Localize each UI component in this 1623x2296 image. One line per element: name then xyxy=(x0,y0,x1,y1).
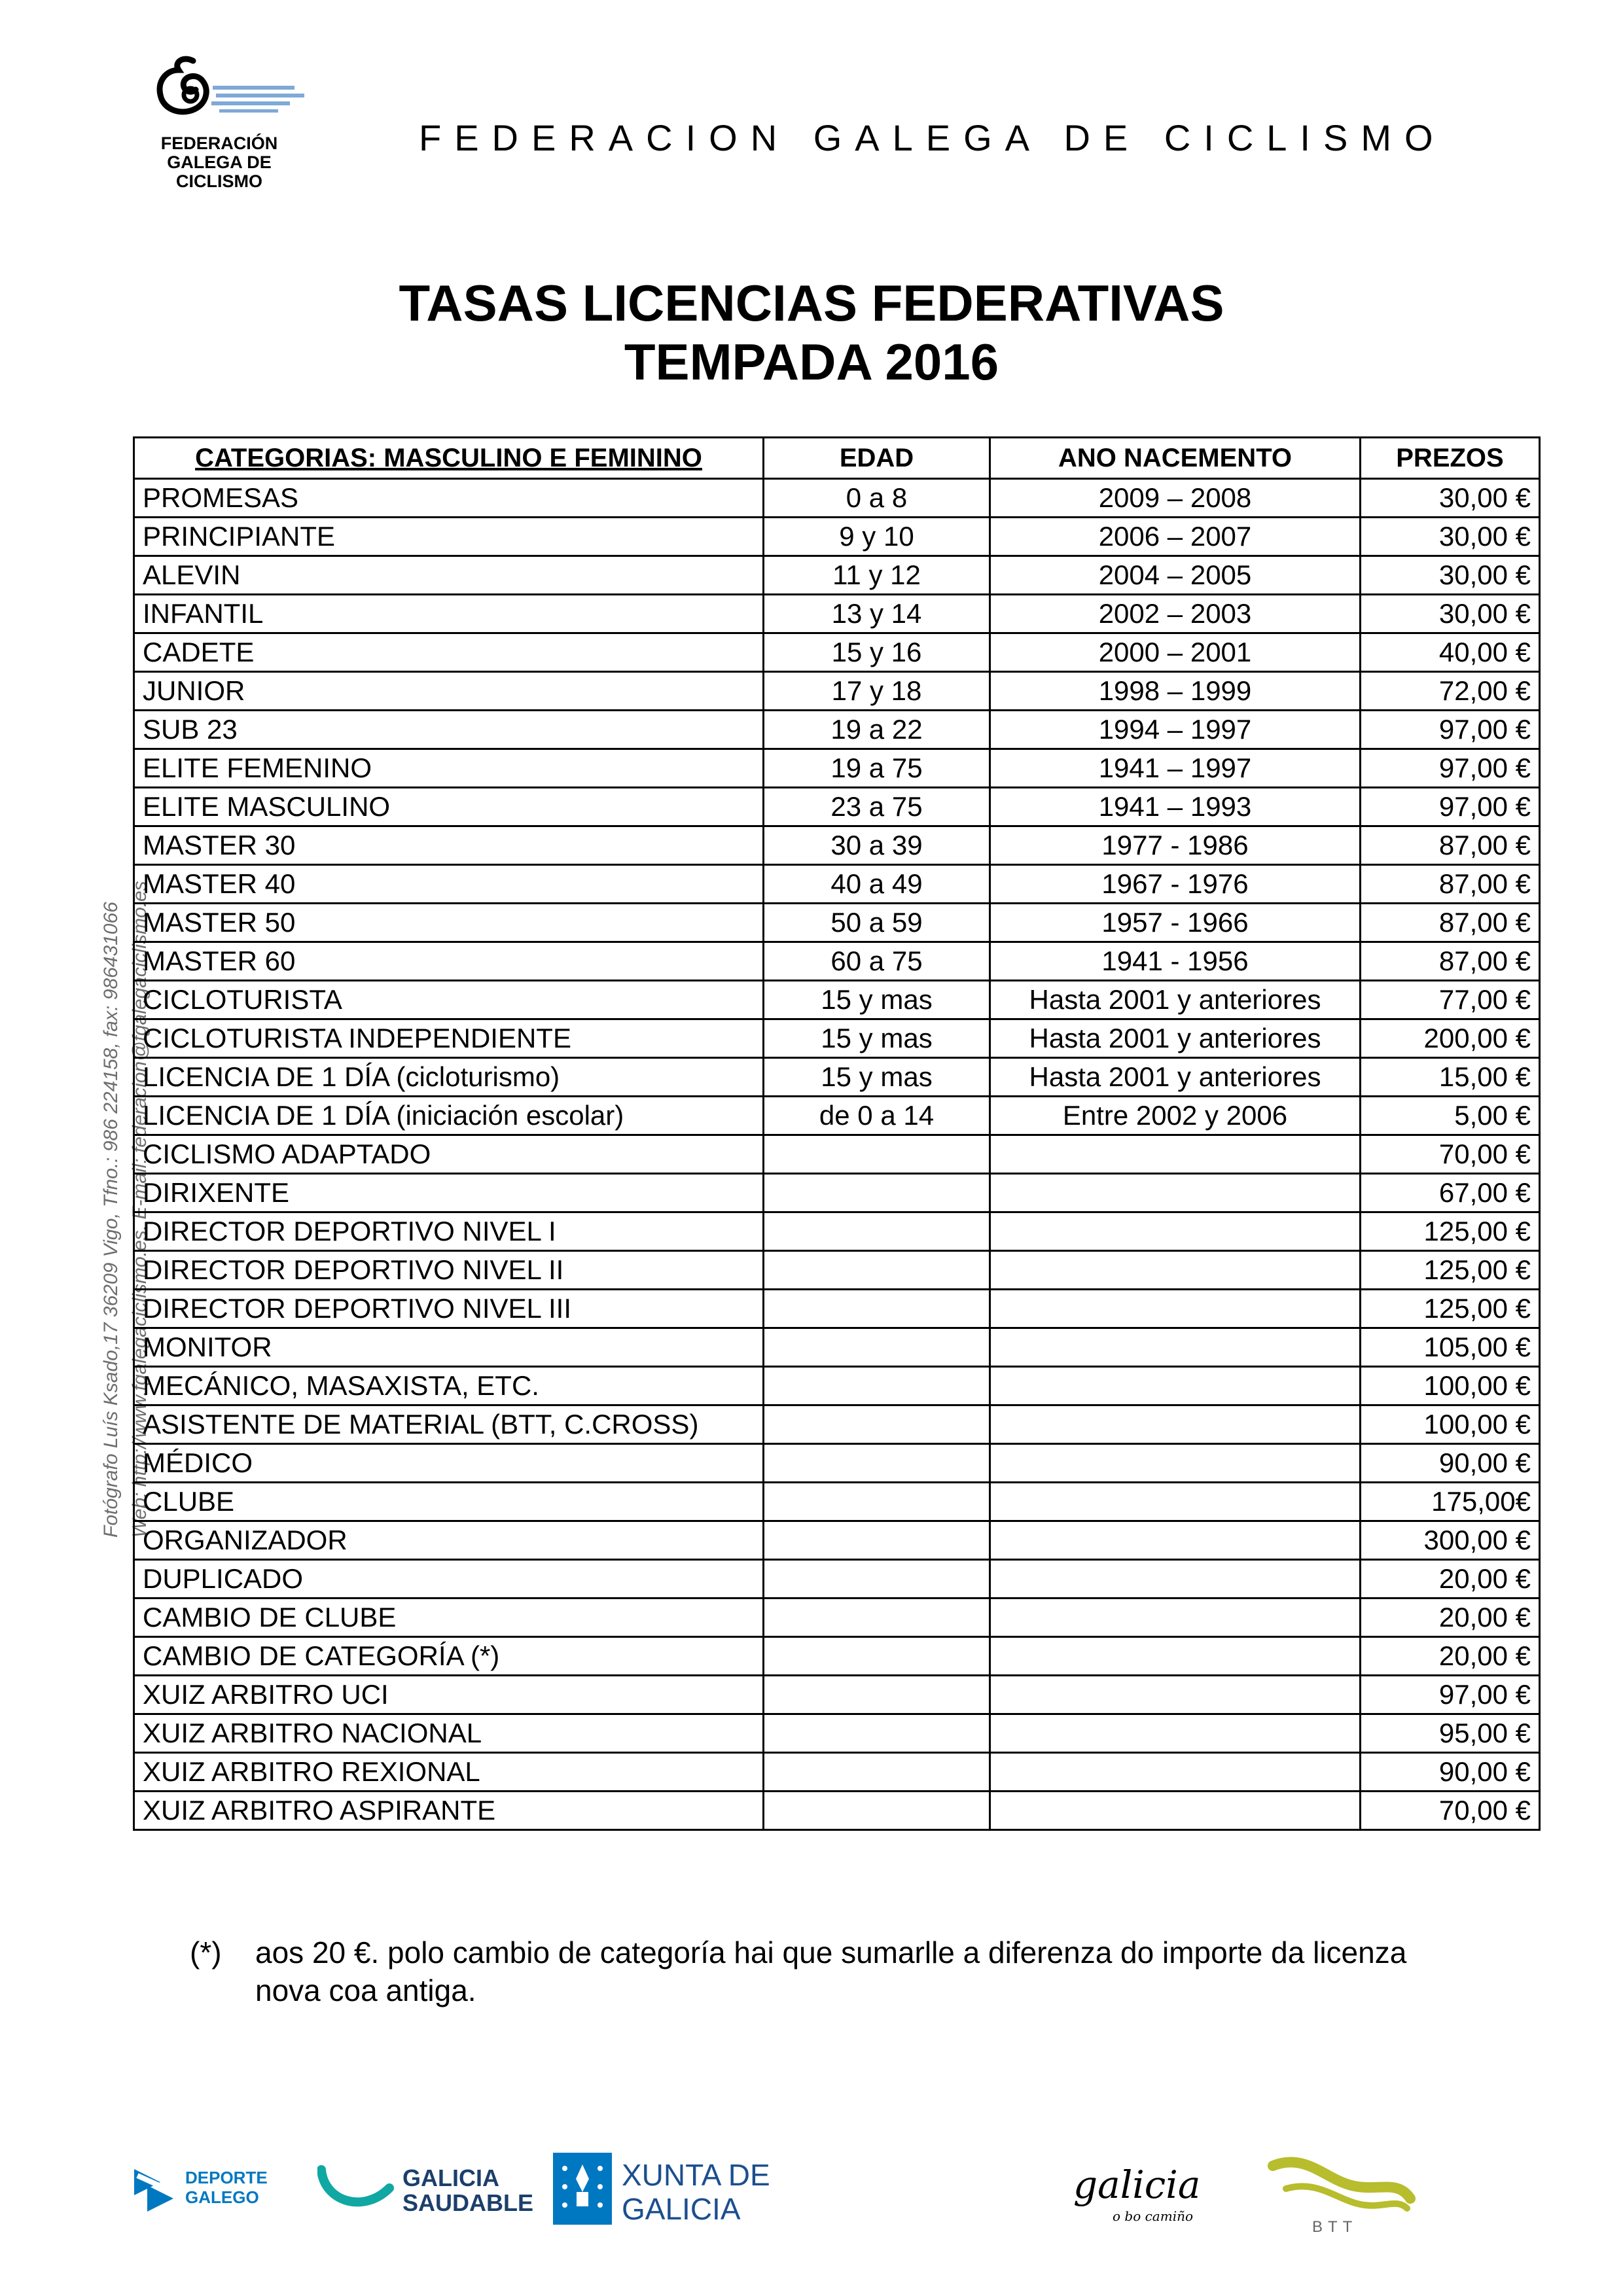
row-price: 95,00 € xyxy=(1361,1714,1540,1753)
row-category: XUIZ ARBITRO ASPIRANTE xyxy=(134,1792,764,1830)
row-age: 30 a 39 xyxy=(764,826,990,865)
row-birth-years xyxy=(990,1598,1361,1637)
table-row xyxy=(134,1753,1540,1792)
row-age: 50 a 59 xyxy=(764,904,990,942)
row-birth-years: Hasta 2001 y anteriores xyxy=(990,1058,1361,1097)
row-age: 15 y 16 xyxy=(764,633,990,672)
row-category: DIRECTOR DEPORTIVO NIVEL III xyxy=(134,1290,764,1328)
row-category: DIRIXENTE xyxy=(134,1174,764,1212)
row-birth-years xyxy=(990,1714,1361,1753)
row-category: MONITOR xyxy=(134,1328,764,1367)
row-birth-years: 1941 - 1956 xyxy=(990,942,1361,981)
row-birth-years xyxy=(990,1251,1361,1290)
row-age xyxy=(764,1753,990,1792)
row-age: 19 a 22 xyxy=(764,711,990,749)
row-category: MASTER 40 xyxy=(134,865,764,904)
row-price: 70,00 € xyxy=(1361,1135,1540,1174)
row-age: 17 y 18 xyxy=(764,672,990,711)
footnote-text: aos 20 €. polo cambio de categoría hai que sumarlle a diferenza do importe da licenza nova coa antiga. xyxy=(255,1935,1407,2007)
fees-table xyxy=(133,436,1541,1831)
footnote-mark: (*) xyxy=(190,1935,222,1969)
header-categories: CATEGORIAS: MASCULINO E FEMININO xyxy=(134,438,764,479)
row-price: 77,00 € xyxy=(1361,981,1540,1019)
row-category: CICLOTURISTA INDEPENDIENTE xyxy=(134,1019,764,1058)
row-category: MECÁNICO, MASAXISTA, ETC. xyxy=(134,1367,764,1405)
row-birth-years xyxy=(990,1521,1361,1560)
row-age: 19 a 75 xyxy=(764,749,990,788)
table-row xyxy=(134,942,1540,981)
row-category: PROMESAS xyxy=(134,479,764,518)
row-price: 100,00 € xyxy=(1361,1367,1540,1405)
table-row xyxy=(134,1135,1540,1174)
table-row xyxy=(134,1251,1540,1290)
btt-swoosh-icon xyxy=(1266,2153,1417,2215)
row-age: 15 y mas xyxy=(764,1019,990,1058)
row-category: CLUBE xyxy=(134,1483,764,1521)
table-header-row xyxy=(134,438,1540,479)
row-birth-years xyxy=(990,1328,1361,1367)
row-category: MÉDICO xyxy=(134,1444,764,1483)
header-price: PREZOS xyxy=(1361,438,1540,479)
row-birth-years xyxy=(990,1405,1361,1444)
row-price: 20,00 € xyxy=(1361,1637,1540,1676)
row-birth-years: 2004 – 2005 xyxy=(990,556,1361,595)
federation-logo xyxy=(154,56,324,213)
row-price: 90,00 € xyxy=(1361,1444,1540,1483)
row-category: ALEVIN xyxy=(134,556,764,595)
row-price: 300,00 € xyxy=(1361,1521,1540,1560)
row-birth-years: 2009 – 2008 xyxy=(990,479,1361,518)
xunta-shield-icon xyxy=(553,2153,612,2225)
row-category: ASISTENTE DE MATERIAL (BTT, C.CROSS) xyxy=(134,1405,764,1444)
row-price: 125,00 € xyxy=(1361,1212,1540,1251)
sidebar-web: Web: http://www.fgalegaciclismo.es. E-mail: federacion@fgalegaciclismo.es xyxy=(129,881,151,1538)
table-row xyxy=(134,1521,1540,1560)
table-row xyxy=(134,1483,1540,1521)
row-birth-years xyxy=(990,1444,1361,1483)
table-row xyxy=(134,1212,1540,1251)
row-age xyxy=(764,1792,990,1830)
row-age xyxy=(764,1367,990,1405)
row-price: 87,00 € xyxy=(1361,942,1540,981)
row-price: 30,00 € xyxy=(1361,518,1540,556)
row-price: 97,00 € xyxy=(1361,711,1540,749)
row-age xyxy=(764,1290,990,1328)
row-price: 30,00 € xyxy=(1361,595,1540,633)
row-category: PRINCIPIANTE xyxy=(134,518,764,556)
row-birth-years xyxy=(990,1135,1361,1174)
row-category: XUIZ ARBITRO NACIONAL xyxy=(134,1714,764,1753)
row-price: 5,00 € xyxy=(1361,1097,1540,1135)
row-category: JUNIOR xyxy=(134,672,764,711)
table-row xyxy=(134,1097,1540,1135)
row-birth-years: Hasta 2001 y anteriores xyxy=(990,981,1361,1019)
table-row xyxy=(134,1405,1540,1444)
table-row xyxy=(134,1560,1540,1598)
row-age: 15 y mas xyxy=(764,1058,990,1097)
table-row xyxy=(134,595,1540,633)
row-price: 125,00 € xyxy=(1361,1251,1540,1290)
row-category: MASTER 30 xyxy=(134,826,764,865)
fees-table-body xyxy=(134,479,1540,1830)
table-row xyxy=(134,788,1540,826)
row-price: 200,00 € xyxy=(1361,1019,1540,1058)
table-row xyxy=(134,749,1540,788)
table-row xyxy=(134,1676,1540,1714)
row-category: CICLOTURISTA xyxy=(134,981,764,1019)
table-row xyxy=(134,633,1540,672)
row-price: 20,00 € xyxy=(1361,1560,1540,1598)
btt-logo xyxy=(1266,2153,1463,2238)
row-price: 175,00€ xyxy=(1361,1483,1540,1521)
table-row xyxy=(134,1019,1540,1058)
table-row xyxy=(134,1444,1540,1483)
table-row xyxy=(134,518,1540,556)
row-birth-years: 1941 – 1993 xyxy=(990,788,1361,826)
galicia-saudable-text: GALICIA SAUDABLE xyxy=(402,2164,534,2216)
row-birth-years xyxy=(990,1637,1361,1676)
row-category: CAMBIO DE CLUBE xyxy=(134,1598,764,1637)
row-category: CADETE xyxy=(134,633,764,672)
row-category: CICLISMO ADAPTADO xyxy=(134,1135,764,1174)
row-birth-years xyxy=(990,1290,1361,1328)
row-birth-years: 1994 – 1997 xyxy=(990,711,1361,749)
xunta-text: XUNTA DE GALICIA xyxy=(622,2158,770,2226)
table-row xyxy=(134,865,1540,904)
row-category: MASTER 60 xyxy=(134,942,764,981)
row-price: 125,00 € xyxy=(1361,1290,1540,1328)
row-age xyxy=(764,1251,990,1290)
row-age: 11 y 12 xyxy=(764,556,990,595)
table-row xyxy=(134,1598,1540,1637)
row-birth-years: 2002 – 2003 xyxy=(990,595,1361,633)
galicia-saudable-logo xyxy=(317,2159,534,2218)
page-subtitle: TEMPADA 2016 xyxy=(624,333,999,391)
row-price: 72,00 € xyxy=(1361,672,1540,711)
deporte-galego-text: DEPORTE GALEGO xyxy=(185,2168,268,2207)
row-age xyxy=(764,1405,990,1444)
row-price: 30,00 € xyxy=(1361,556,1540,595)
row-age xyxy=(764,1135,990,1174)
row-price: 40,00 € xyxy=(1361,633,1540,672)
row-birth-years: 1977 - 1986 xyxy=(990,826,1361,865)
row-price: 87,00 € xyxy=(1361,826,1540,865)
row-age xyxy=(764,1212,990,1251)
logo-text: FEDERACIÓN GALEGA DE CICLISMO xyxy=(160,133,278,191)
table-row xyxy=(134,826,1540,865)
row-category: LICENCIA DE 1 DÍA (cicloturismo) xyxy=(134,1058,764,1097)
row-age xyxy=(764,1560,990,1598)
row-birth-years xyxy=(990,1367,1361,1405)
row-age xyxy=(764,1328,990,1367)
table-row xyxy=(134,1792,1540,1830)
galicia-tourism-text: galicia xyxy=(1073,2163,1201,2207)
row-price: 30,00 € xyxy=(1361,479,1540,518)
row-birth-years: 1957 - 1966 xyxy=(990,904,1361,942)
table-row xyxy=(134,1714,1540,1753)
row-age: 0 a 8 xyxy=(764,479,990,518)
header-birth-year: ANO NACEMENTO xyxy=(990,438,1361,479)
table-row xyxy=(134,1290,1540,1328)
row-age: 15 y mas xyxy=(764,981,990,1019)
row-age xyxy=(764,1637,990,1676)
table-row xyxy=(134,672,1540,711)
row-age: 13 y 14 xyxy=(764,595,990,633)
table-row xyxy=(134,1367,1540,1405)
row-birth-years: Entre 2002 y 2006 xyxy=(990,1097,1361,1135)
cyclist-logo-icon xyxy=(154,56,324,134)
row-age: 40 a 49 xyxy=(764,865,990,904)
row-age: 9 y 10 xyxy=(764,518,990,556)
row-age: de 0 a 14 xyxy=(764,1097,990,1135)
row-price: 90,00 € xyxy=(1361,1753,1540,1792)
row-category: ELITE MASCULINO xyxy=(134,788,764,826)
row-category: ELITE FEMENINO xyxy=(134,749,764,788)
row-birth-years xyxy=(990,1753,1361,1792)
row-birth-years xyxy=(990,1174,1361,1212)
row-price: 20,00 € xyxy=(1361,1598,1540,1637)
row-birth-years xyxy=(990,1483,1361,1521)
row-birth-years xyxy=(990,1560,1361,1598)
saudable-wave-icon xyxy=(317,2162,396,2214)
row-birth-years: 1967 - 1976 xyxy=(990,865,1361,904)
row-price: 97,00 € xyxy=(1361,788,1540,826)
row-birth-years: 1998 – 1999 xyxy=(990,672,1361,711)
row-price: 67,00 € xyxy=(1361,1174,1540,1212)
row-birth-years: 2006 – 2007 xyxy=(990,518,1361,556)
row-age xyxy=(764,1676,990,1714)
row-category: ORGANIZADOR xyxy=(134,1521,764,1560)
deporte-galego-icon xyxy=(134,2163,180,2215)
row-price: 87,00 € xyxy=(1361,865,1540,904)
table-row xyxy=(134,479,1540,518)
row-category: MASTER 50 xyxy=(134,904,764,942)
row-category: DIRECTOR DEPORTIVO NIVEL I xyxy=(134,1212,764,1251)
row-birth-years xyxy=(990,1212,1361,1251)
row-age: 23 a 75 xyxy=(764,788,990,826)
row-category: DIRECTOR DEPORTIVO NIVEL II xyxy=(134,1251,764,1290)
xunta-de-galicia-logo xyxy=(553,2153,802,2225)
row-birth-years: Hasta 2001 y anteriores xyxy=(990,1019,1361,1058)
row-age xyxy=(764,1174,990,1212)
row-price: 70,00 € xyxy=(1361,1792,1540,1830)
table-row xyxy=(134,1328,1540,1367)
row-birth-years xyxy=(990,1792,1361,1830)
row-category: DUPLICADO xyxy=(134,1560,764,1598)
row-age: 60 a 75 xyxy=(764,942,990,981)
table-row xyxy=(134,556,1540,595)
row-age xyxy=(764,1521,990,1560)
row-birth-years: 2000 – 2001 xyxy=(990,633,1361,672)
header-title: FEDERACION GALEGA DE CICLISMO xyxy=(419,117,1446,158)
galicia-tourism-logo xyxy=(1060,2163,1250,2228)
deporte-galego-logo xyxy=(134,2163,285,2215)
row-price: 97,00 € xyxy=(1361,1676,1540,1714)
row-age xyxy=(764,1444,990,1483)
galicia-tourism-subtext: o bo camiño xyxy=(1113,2208,1194,2224)
row-category: XUIZ ARBITRO UCI xyxy=(134,1676,764,1714)
row-price: 100,00 € xyxy=(1361,1405,1540,1444)
table-row xyxy=(134,1058,1540,1097)
row-price: 87,00 € xyxy=(1361,904,1540,942)
row-age xyxy=(764,1714,990,1753)
row-age xyxy=(764,1483,990,1521)
table-row xyxy=(134,711,1540,749)
page-title: TASAS LICENCIAS FEDERATIVAS xyxy=(399,274,1224,332)
row-category: INFANTIL xyxy=(134,595,764,633)
row-birth-years xyxy=(990,1676,1361,1714)
table-row xyxy=(134,1637,1540,1676)
btt-text: BTT xyxy=(1312,2218,1358,2236)
row-category: LICENCIA DE 1 DÍA (iniciación escolar) xyxy=(134,1097,764,1135)
row-price: 15,00 € xyxy=(1361,1058,1540,1097)
table-row xyxy=(134,904,1540,942)
row-category: SUB 23 xyxy=(134,711,764,749)
row-age xyxy=(764,1598,990,1637)
table-row xyxy=(134,981,1540,1019)
row-price: 105,00 € xyxy=(1361,1328,1540,1367)
row-price: 97,00 € xyxy=(1361,749,1540,788)
row-birth-years: 1941 – 1997 xyxy=(990,749,1361,788)
header-age: EDAD xyxy=(764,438,990,479)
row-category: CAMBIO DE CATEGORÍA (*) xyxy=(134,1637,764,1676)
sidebar-address: Fotógrafo Luís Ksado,17 36209 Vigo, Tfno.: 986 224158, fax: 986431066 xyxy=(100,902,122,1538)
table-row xyxy=(134,1174,1540,1212)
row-category: XUIZ ARBITRO REXIONAL xyxy=(134,1753,764,1792)
